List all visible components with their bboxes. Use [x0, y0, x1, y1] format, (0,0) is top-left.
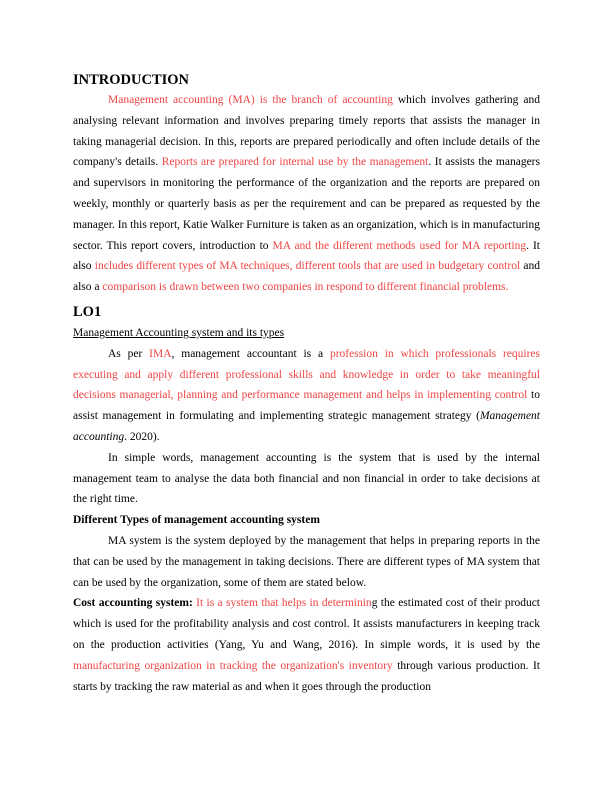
- highlight-cost-system: It is a system that helps in determinin: [192, 597, 372, 610]
- highlight-ma-definition: Management accounting (MA) is the branch of accounting: [108, 94, 393, 106]
- ima-paragraph: As per IMA, management accountant is a profession in which professionals requires executing and apply different professional skills and knowledge in order to take meaningful decisions managerial, planning and performance management and helps in implementing control to assist management in formulating and implementing strategic management strategy (Management accounting. 2020).: [73, 347, 540, 443]
- ma-system-subheading: Management Accounting system and its types: [73, 326, 285, 339]
- lo1-heading: LO1: [73, 303, 102, 320]
- highlight-comparison: comparison is drawn between two companies in respond to different financial problems.: [102, 281, 509, 294]
- cost-accounting-paragraph: Cost accounting system: It is a system that helps in determining the estimated cost of their product which is used for the profitability analysis and cost control. It assists manufacturers in keeping track on the production activities (Yang, Yu and Wang, 2016). In simple words, it is used by the manufacturing organization in tracking the organization's inventory through various production. It starts by tracking the raw material as and when it goes through the production: [73, 597, 541, 693]
- highlight-ima: IMA: [149, 347, 172, 360]
- types-heading: Different Types of management accounting system: [73, 514, 320, 527]
- highlight-ma-methods: MA and the different methods used for MA reporting: [272, 239, 527, 252]
- highlight-inventory: manufacturing organization in tracking the organization's inventory: [73, 659, 393, 672]
- ma-system-paragraph: MA system is the system deployed by the management that helps in preparing reports in the that can be used by the management in taking decisions. There are different types of MA system that can be used by the organization, some of them are stated below.: [73, 534, 540, 589]
- highlight-profession: profession in which professionals requires executing and apply different professional skills and knowledge in order to take meaningful decisions managerial, planning and performance management and helps in implementing control: [73, 347, 540, 402]
- cost-accounting-label: Cost accounting system:: [73, 597, 193, 610]
- introduction-paragraph: Management accounting (MA) is the branch of accounting which involves gathering and analysing relevant information and involves preparing timely reports that assists the manager in taking managerial decision. In this, reports are prepared periodically and often include details of the company's details. Reports are prepared for internal use by the management. It assists the managers and supervisors in monitoring the performance of the organization and the reports are prepared on weekly, monthly or quarterly basis as per the requirement and can be prepared as requested by the manager. In this report, Katie Walker Furniture is taken as an organization, which is in manufacturing sector. This report covers, introduction to MA and the different methods used for MA reporting. It also includes different types of MA techniques, different tools that are used in budgetary control and also a comparison is drawn between two companies in respond to different financial problems.: [73, 94, 540, 294]
- introduction-heading: INTRODUCTION: [73, 72, 190, 88]
- simple-words-paragraph: In simple words, management accounting is the system that is used by the internal management team to analyse the data both financial and non financial in order to take decisions at the right time.: [73, 451, 540, 506]
- highlight-internal-use: Reports are prepared for internal use by the management: [161, 156, 429, 169]
- highlight-ma-techniques: includes different types of MA techniques, different tools that are used in budgetary control: [94, 260, 521, 273]
- citation-title: Management accounting: [73, 410, 540, 443]
- document-page: [73, 70, 540, 697]
